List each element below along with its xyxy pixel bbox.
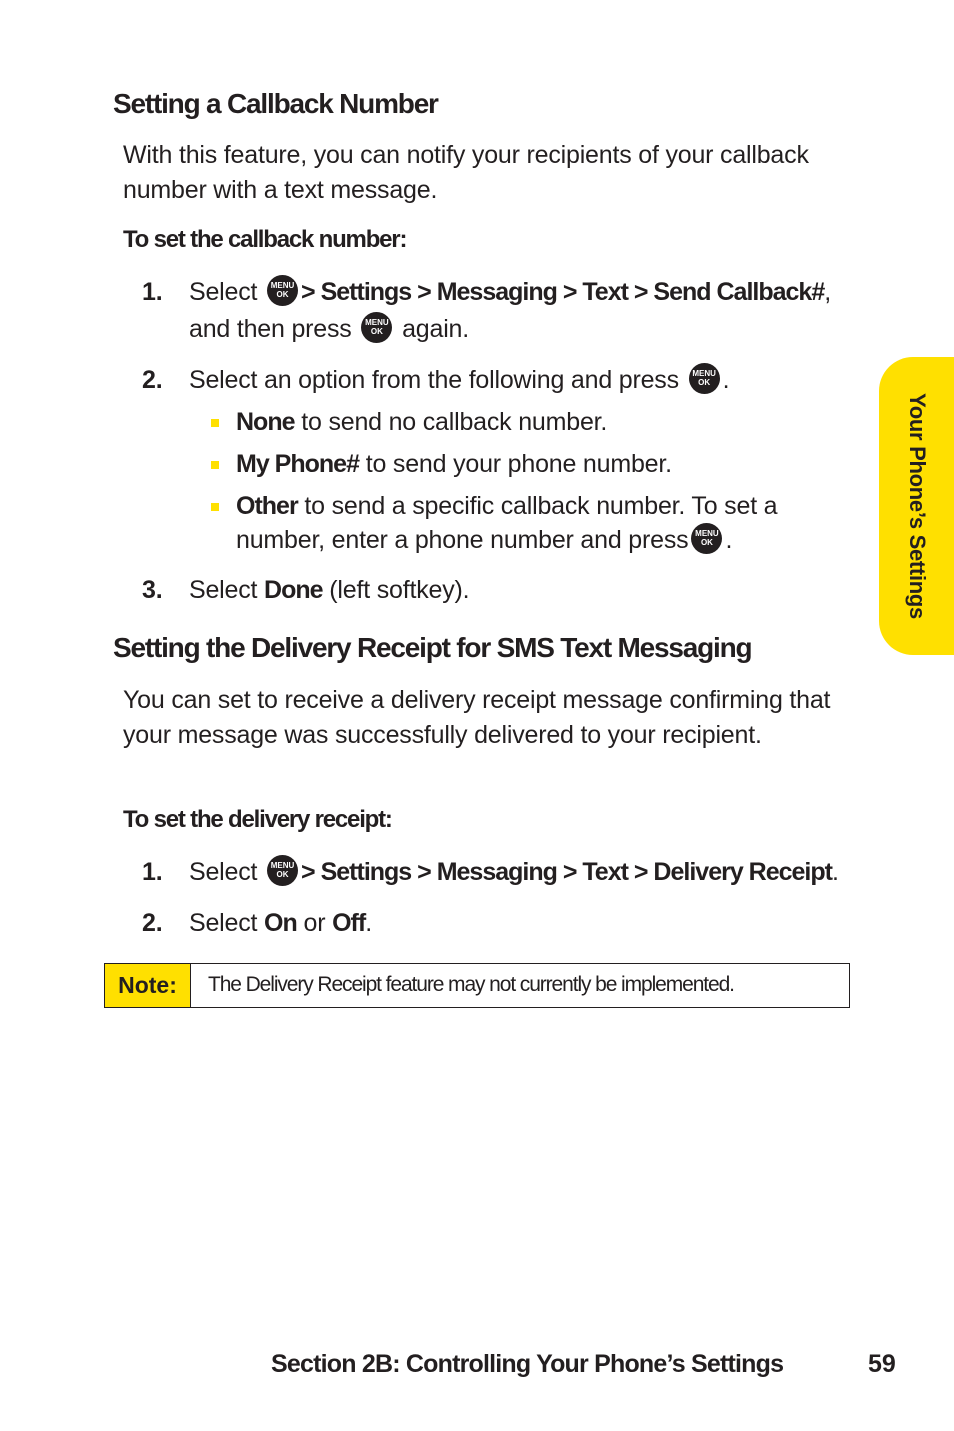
bullet-square-icon xyxy=(211,503,219,511)
menu-path: > Settings > Messaging > Text > Send Callback# xyxy=(301,278,825,306)
menu-ok-key-icon: MENU OK xyxy=(689,363,720,394)
menu-ok-key-icon: MENU OK xyxy=(691,523,722,554)
step-text: again. xyxy=(402,315,470,343)
step-number: 1. xyxy=(142,278,163,306)
note-text: The Delivery Receipt feature may not currently be implemented. xyxy=(208,973,734,996)
note-label: Note: xyxy=(105,964,191,1007)
delivery-intro: You can set to receive a delivery receipt message confirming that your message was successfully delivered to your recipient. xyxy=(123,686,831,749)
callback-step-2: 2. Select an option from the following and press MENU OK . xyxy=(142,362,862,399)
callback-intro: With this feature, you can notify your recipients of your callback number with a text message. xyxy=(123,141,809,204)
list-item: None to send no callback number. xyxy=(211,406,821,439)
menu-ok-key-icon: MENU OK xyxy=(267,855,298,886)
menu-ok-key-icon: MENU OK xyxy=(267,275,298,306)
page-number: 59 xyxy=(868,1350,896,1378)
delivery-subheading: To set the delivery receipt: xyxy=(123,806,392,833)
delivery-step-2: 2. Select On or Off. xyxy=(142,905,862,942)
step-number: 2. xyxy=(142,366,163,394)
step-text: and then press xyxy=(189,315,352,343)
list-item: Other to send a specific callback number. To set a number, enter a phone number and press MENU OK . xyxy=(211,490,821,557)
section-heading-callback: Setting a Callback Number xyxy=(113,88,438,119)
step-number: 1. xyxy=(142,858,163,886)
callback-step-3: 3. Select Done (left softkey). xyxy=(142,572,862,609)
delivery-step-1: 1. Select MENU OK > Settings > Messaging > Text > Delivery Receipt. xyxy=(142,854,862,891)
menu-path: > Settings > Messaging > Text > Delivery Receipt xyxy=(301,858,832,886)
side-tab xyxy=(879,357,954,655)
step-number: 3. xyxy=(142,576,163,604)
step-text: Select an option from the following and press xyxy=(189,366,679,394)
side-tab-label: Your Phone’s Settings xyxy=(904,393,930,619)
callback-step-1: 1. Select MENU OK > Settings > Messaging > Text > Send Callback#, and then press MENU OK again. xyxy=(142,274,862,348)
step-number: 2. xyxy=(142,909,163,937)
section-heading-delivery-receipt: Setting the Delivery Receipt for SMS Text Messaging xyxy=(113,632,752,663)
list-item: My Phone# to send your phone number. xyxy=(211,448,821,481)
footer-section-title: Section 2B: Controlling Your Phone’s Settings xyxy=(271,1350,784,1378)
bullet-square-icon xyxy=(211,419,219,427)
step-text: Select xyxy=(189,278,258,306)
bullet-square-icon xyxy=(211,461,219,469)
menu-ok-key-icon: MENU OK xyxy=(361,312,392,343)
note-box xyxy=(104,963,850,1008)
callback-subheading: To set the callback number: xyxy=(123,226,407,253)
